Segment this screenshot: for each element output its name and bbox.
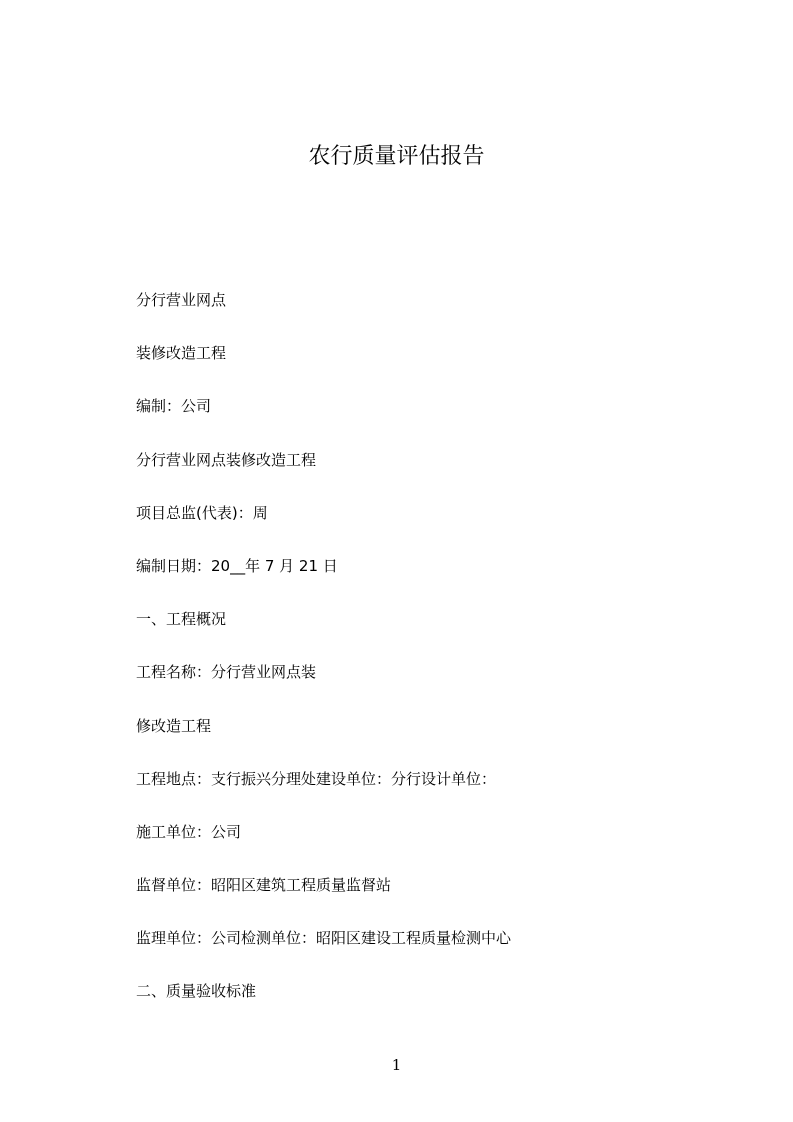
page-number: 1 [391,1056,402,1074]
line-supervision-unit: 监督单位：昭阳区建筑工程质量监督站 [136,876,392,895]
document-title: 农行质量评估报告 [308,144,485,169]
document-body [136,288,736,1033]
line-project-name: 工程名称：分行营业网点装 [136,663,317,682]
section-heading-acceptance-standards: 二、质量验收标准 [136,982,257,1001]
line-renovation-project: 装修改造工程 [136,344,227,363]
line-branch-outlet: 分行营业网点 [136,291,227,309]
line-compile-date: 编制日期：20__年 7 月 21 日 [136,556,338,575]
line-project-full-name: 分行营业网点装修改造工程 [136,450,317,469]
line-project-name-cont: 修改造工程 [136,716,212,735]
line-compiled-by: 编制：公司 [136,397,212,416]
line-construction-unit: 施工单位：公司 [136,822,242,841]
line-project-location: 工程地点：支行振兴分理处建设单位：分行设计单位： [136,769,497,788]
line-chief-supervisor: 项目总监(代表)：周 [136,503,268,522]
section-heading-overview: 一、工程概况 [136,610,227,629]
line-monitoring-unit: 监理单位：公司检测单位：昭阳区建设工程质量检测中心 [136,929,512,948]
